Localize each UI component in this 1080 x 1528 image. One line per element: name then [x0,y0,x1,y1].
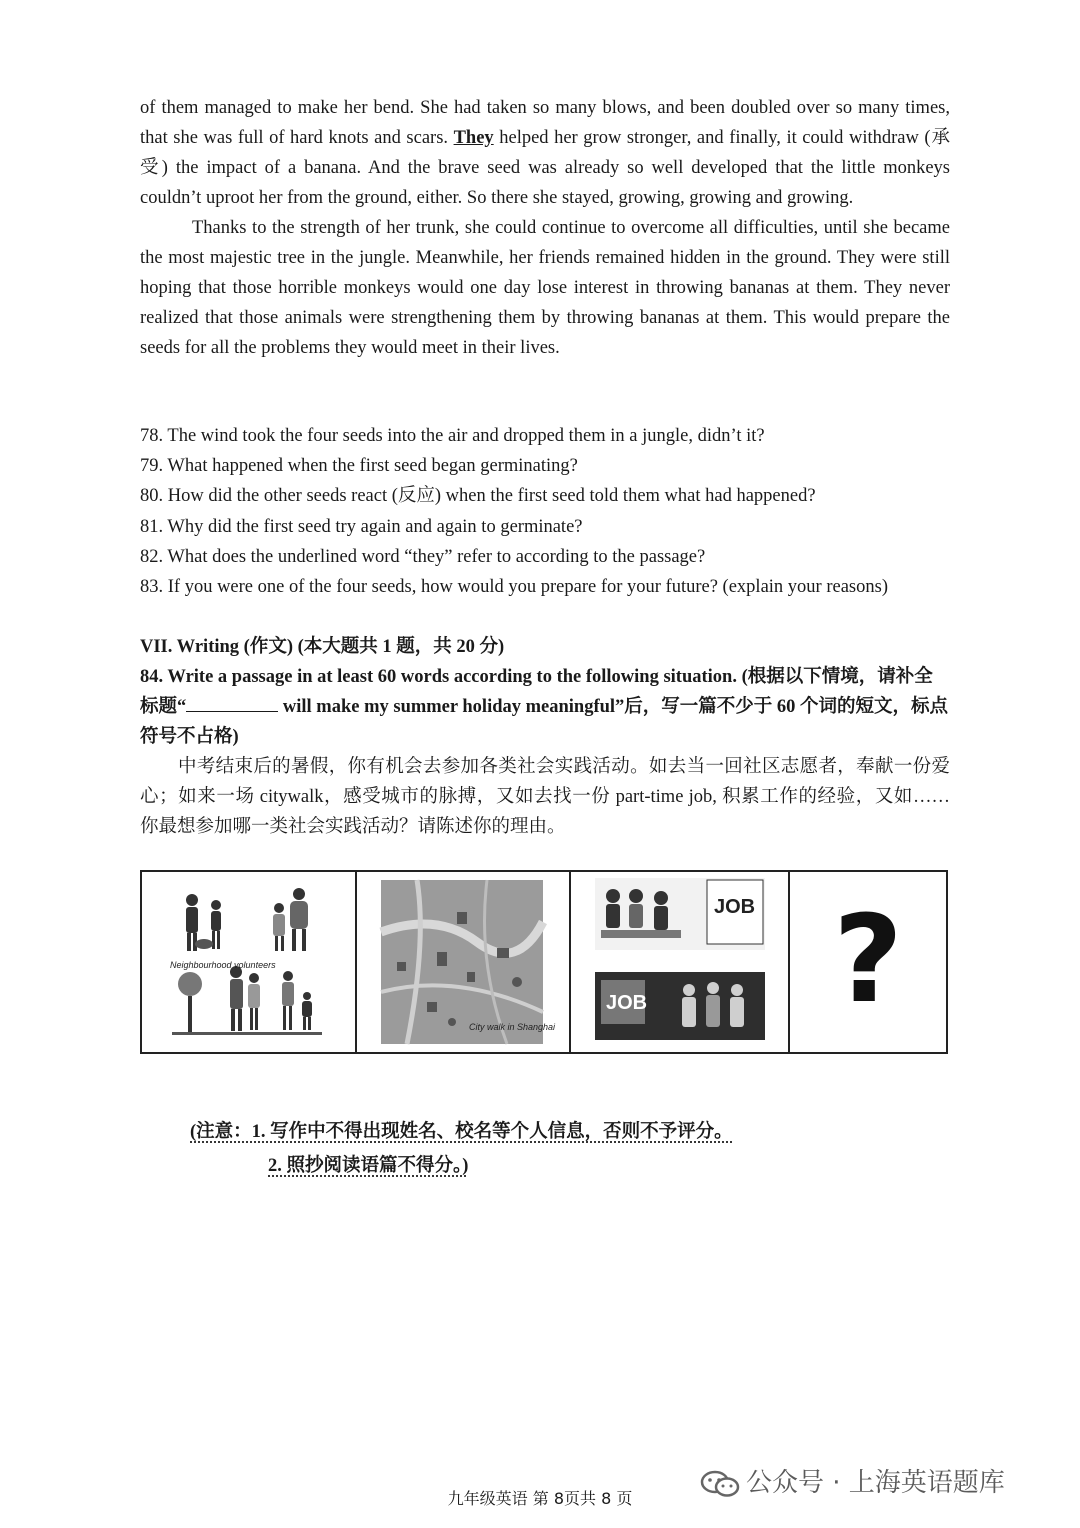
note-line-2: 2. 照抄阅读语篇不得分。) [268,1156,469,1176]
writing-section [140,632,950,842]
title-blank [186,693,278,712]
reading-passage [140,93,950,363]
writing-prompt [140,662,950,752]
question-82: 82. What does the underlined word “they” refer to according to the passage? [140,546,706,567]
page-footer: 九年级英语 第 8页共 8 页 [447,1489,633,1508]
question-83: 83. If you were one of the four seeds, how would you prepare for your future? (explain your reasons) [140,577,888,598]
underlined-word: They [453,128,494,148]
notes [190,1115,890,1183]
section-title: VII. Writing (作文) (本大题共 1 题，共 20 分) [140,637,505,657]
job-sign-top: JOB [714,896,756,918]
citywalk-caption: City walk in Shanghai [469,1022,556,1032]
passage-paragraph-1 [140,93,950,213]
watermark-text: 公众号 · 上海英语题库 [746,1468,1005,1498]
note-line-1: (注意：1. 写作中不得出现姓名、校名等个人信息，否则不予评分。 [190,1122,733,1142]
question-81: 81. Why did the first seed try again and again to germinate? [140,516,583,537]
picture-strip [140,870,948,1054]
question-80: 80. How did the other seeds react (反应) when the first seed told them what had happened? [140,486,816,507]
passage-text: of them managed to make her bend. She had taken so many blows, and been doubled over so many times, that she was full of hard knots and scars. [140,98,950,148]
question-78: 78. The wind took the four seeds into the air and dropped them in a jungle, didn’t it? [140,426,765,446]
passage-text: helped her grow stronger, and finally, it could withdraw (承受) the impact of a banana. And the brave seed was already so well developed that the little monkeys couldn’t uproot her from the ground, either. So there she stayed, growing, growing and growing. [140,128,950,208]
prompt-text: will make my summer holiday meaningful”后，写一篇不少于 60 个词的短文，标点符号不占格) [140,697,949,747]
question-list [140,421,960,602]
question-mark: ? [833,891,903,1030]
part-time-job-illustration [571,872,790,1052]
question-79: 79. What happened when the first seed began germinating? [140,456,578,477]
volunteers-caption: Neighbourhood volunteers [170,960,276,970]
situation-text: 中考结束后的暑假，你有机会去参加各类社会实践活动。如去当一回社区志愿者，奉献一份爱心；如来一场 citywalk，感受城市的脉搏，又如去找一份 part-time job, 积累工作的经验，又如…… 你最想参加哪一类社会实践活动？请陈述你的理由。 [140,757,950,837]
volunteers-illustration [142,872,357,1052]
prompt-text: 84. Write a passage in at least 60 words according to the following situation. (根据以下情境，请补全标题“ [140,667,933,717]
citywalk-map-illustration [357,872,571,1052]
job-sign-bottom: JOB [606,992,648,1014]
passage-paragraph-2: Thanks to the strength of her trunk, she could continue to overcome all difficulties, until she became the most majestic tree in the jungle. Meanwhile, her friends remained hidden in the ground. They were still hoping that those horrible monkeys would one day lose interest in throwing bananas at them. They never realized that those animals were strengthening them by throwing bananas at them. This would prepare the seeds for all the problems they would meet in their lives. [140,218,950,358]
question-mark-panel [790,872,946,1052]
